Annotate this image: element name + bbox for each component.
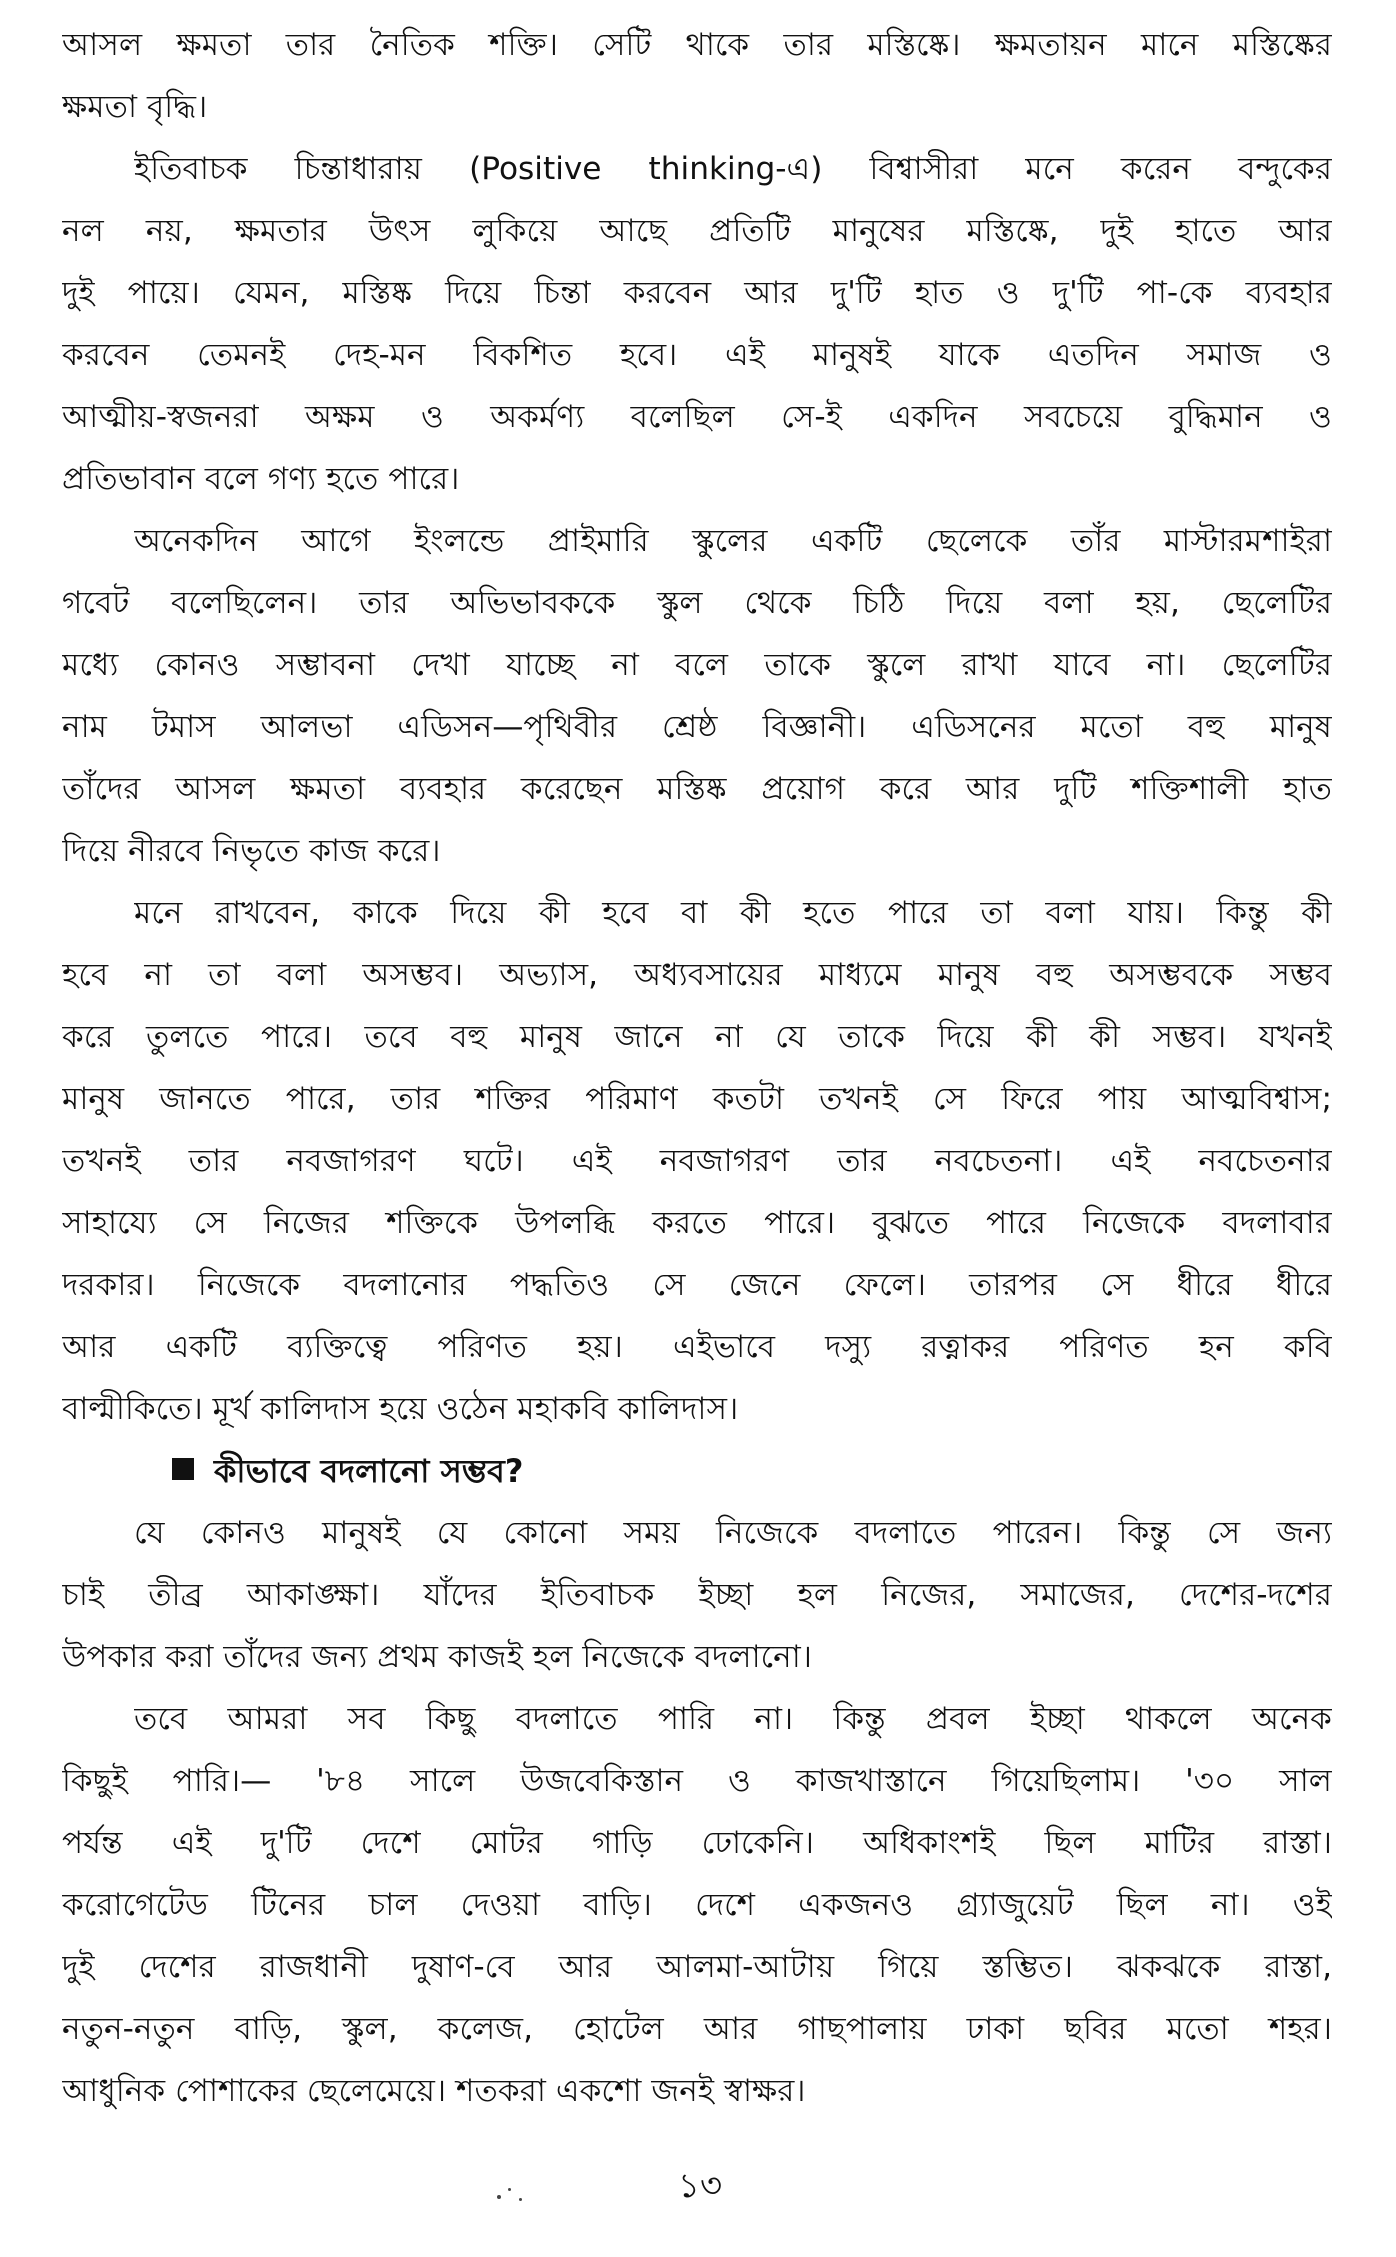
- text-line: উপকার করা তাঁদের জন্য প্রথম কাজই হল নিজেকে বদলানো।: [62, 1639, 812, 1675]
- text-line: নতুন-নতুন বাড়ি, স্কুল, কলেজ, হোটেল আর গাছপালায় ঢাকা ছবির মতো শহর।: [62, 2011, 1332, 2047]
- text-line: মানুষ জানতে পারে, তার শক্তির পরিমাণ কতটা তখনই সে ফিরে পায় আত্মবিশ্বাস;: [62, 1081, 1332, 1117]
- text-line: তখনই তার নবজাগরণ ঘটে। এই নবজাগরণ তার নবচেতনা। এই নবচেতনার: [62, 1143, 1332, 1179]
- text-line: করোগেটেড টিনের চাল দেওয়া বাড়ি। দেশে একজনও গ্র্যাজুয়েট ছিল না। ওই: [62, 1887, 1332, 1923]
- print-speck: [508, 2188, 511, 2191]
- text-line: দরকার। নিজেকে বদলানোর পদ্ধতিও সে জেনে ফেলে। তারপর সে ধীরে ধীরে: [62, 1267, 1332, 1303]
- print-speck: [497, 2195, 501, 2199]
- text-line: পর্যন্ত এই দু'টি দেশে মোটর গাড়ি ঢোকেনি। অধিকাংশই ছিল মাটির রাস্তা।: [62, 1825, 1332, 1861]
- text-line: ক্ষমতা বৃদ্ধি।: [62, 89, 208, 125]
- text-line: দিয়ে নীরবে নিভৃতে কাজ করে।: [62, 833, 441, 869]
- text-line: তাঁদের আসল ক্ষমতা ব্যবহার করেছেন মস্তিষ্ক প্রয়োগ করে আর দুটি শক্তিশালী হাত: [62, 771, 1332, 807]
- page-number: ১৩: [677, 2166, 723, 2206]
- text-line: বাল্মীকিতে। মূর্খ কালিদাস হয়ে ওঠেন মহাকবি কালিদাস।: [62, 1391, 739, 1427]
- text-line: মধ্যে কোনও সম্ভাবনা দেখা যাচ্ছে না বলে তাকে স্কুলে রাখা যাবে না। ছেলেটির: [62, 647, 1332, 683]
- text-line: আধুনিক পোশাকের ছেলেমেয়ে। শতকরা একশো জনই স্বাক্ষর।: [62, 2073, 806, 2109]
- text-line: দুই দেশের রাজধানী দুষাণ-বে আর আলমা-আটায় গিয়ে স্তম্ভিত। ঝকঝকে রাস্তা,: [62, 1949, 1332, 1985]
- text-line: সাহায্যে সে নিজের শক্তিকে উপলব্ধি করতে পারে। বুঝতে পারে নিজেকে বদলাবার: [62, 1205, 1332, 1241]
- text-line: আসল ক্ষমতা তার নৈতিক শক্তি। সেটি থাকে তার মস্তিষ্কে। ক্ষমতায়ন মানে মস্তিষ্কের: [62, 27, 1332, 63]
- text-line: কিছুই পারি।— '৮৪ সালে উজবেকিস্তান ও কাজখাস্তানে গিয়েছিলাম। '৩০ সাল: [62, 1763, 1332, 1799]
- text-line: করে তুলতে পারে। তবে বহু মানুষ জানে না যে তাকে দিয়ে কী কী সম্ভব। যখনই: [62, 1019, 1332, 1055]
- text-line: অনেকদিন আগে ইংলন্ডে প্রাইমারি স্কুলের একটি ছেলেকে তাঁর মাস্টারমশাইরা: [134, 523, 1332, 559]
- text-line: তবে আমরা সব কিছু বদলাতে পারি না। কিন্তু প্রবল ইচ্ছা থাকলে অনেক: [134, 1701, 1332, 1737]
- text-line: দুই পায়ে। যেমন, মস্তিষ্ক দিয়ে চিন্তা করবেন আর দু'টি হাত ও দু'টি পা-কে ব্যবহার: [62, 275, 1332, 311]
- text-line: যে কোনও মানুষই যে কোনো সময় নিজেকে বদলাতে পারেন। কিন্তু সে জন্য: [134, 1515, 1332, 1551]
- text-line: হবে না তা বলা অসম্ভব। অভ্যাস, অধ্যবসায়ের মাধ্যমে মানুষ বহু অসম্ভবকে সম্ভব: [62, 957, 1332, 993]
- text-line: গবেট বলেছিলেন। তার অভিভাবককে স্কুল থেকে চিঠি দিয়ে বলা হয়, ছেলেটির: [62, 585, 1332, 621]
- text-line: আত্মীয়-স্বজনরা অক্ষম ও অকর্মণ্য বলেছিল সে-ই একদিন সবচেয়ে বুদ্ধিমান ও: [62, 399, 1332, 435]
- text-line: আর একটি ব্যক্তিত্বে পরিণত হয়। এইভাবে দস্যু রত্নাকর পরিণত হন কবি: [62, 1329, 1332, 1365]
- section-heading: [172, 1440, 523, 1502]
- section-heading-text: কীভাবে বদলানো সম্ভব?: [214, 1452, 524, 1490]
- text-line: করবেন তেমনই দেহ-মন বিকশিত হবে। এই মানুষই যাকে এতদিন সমাজ ও: [62, 337, 1332, 373]
- book-page: [62, 14, 1332, 2239]
- text-line: ইতিবাচক চিন্তাধারায় (Positive thinking-এ) বিশ্বাসীরা মনে করেন বন্দুকের: [134, 151, 1332, 187]
- square-bullet-icon: [172, 1458, 194, 1480]
- text-line: প্রতিভাবান বলে গণ্য হতে পারে।: [62, 461, 460, 497]
- text-line: মনে রাখবেন, কাকে দিয়ে কী হবে বা কী হতে পারে তা বলা যায়। কিন্তু কী: [134, 895, 1332, 931]
- text-line: নাম টমাস আলভা এডিসন—পৃথিবীর শ্রেষ্ঠ বিজ্ঞানী। এডিসনের মতো বহু মানুষ: [62, 709, 1332, 745]
- print-speck: [519, 2198, 522, 2201]
- text-line: চাই তীব্র আকাঙ্ক্ষা। যাঁদের ইতিবাচক ইচ্ছা হল নিজের, সমাজের, দেশের-দশের: [62, 1577, 1332, 1613]
- text-line: নল নয়, ক্ষমতার উৎস লুকিয়ে আছে প্রতিটি মানুষের মস্তিষ্কে, দুই হাতে আর: [62, 213, 1332, 249]
